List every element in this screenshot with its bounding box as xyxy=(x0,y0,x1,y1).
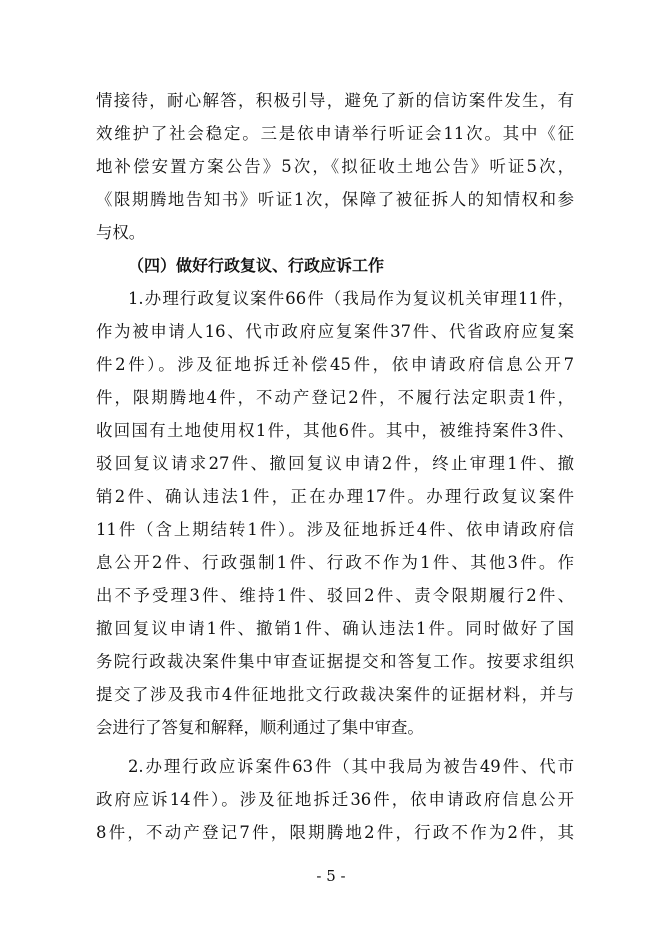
page-number: - 5 - xyxy=(316,867,346,885)
paragraph-2-line-6: 驳回复议请求27件、撤回复议申请2件，终止审理1件、撤 xyxy=(96,454,574,473)
paragraph-2-line-8: 11件（含上期结转1件）。涉及征地拆迁4件、依申请政府信 xyxy=(96,520,574,539)
paragraph-2-line-12: 务院行政裁决案件集中审查证据提交和答复工作。按要求组织 xyxy=(96,652,574,671)
paragraph-1-line-2: 效维护了社会稳定。三是依申请举行听证会11次。其中《征 xyxy=(96,124,574,143)
paragraph-2-line-5: 收回国有土地使用权1件，其他6件。其中，被维持案件3件、 xyxy=(96,421,574,440)
paragraph-3-line-1: 2.办理行政应诉案件63件（其中我局为被告49件、代市 xyxy=(128,757,574,776)
paragraph-2-line-9: 息公开2件、行政强制1件、行政不作为1件、其他3件。作 xyxy=(96,553,574,572)
paragraph-1-line-1: 情接待，耐心解答，积极引导，避免了新的信访案件发生，有 xyxy=(96,91,574,110)
paragraph-1-line-4: 《限期腾地告知书》听证1次，保障了被征拆人的知情权和参 xyxy=(96,190,574,209)
paragraph-2-line-13: 提交了涉及我市4件征地批文行政裁决案件的证据材料，并与 xyxy=(96,685,574,704)
paragraph-2-line-14: 会进行了答复和解释，顺利通过了集中审查。 xyxy=(96,718,424,737)
paragraph-3-line-2: 政府应诉14件）。涉及征地拆迁36件，依申请政府信息公开 xyxy=(96,790,574,809)
section-heading: （四）做好行政复议、行政应诉工作 xyxy=(128,256,385,275)
paragraph-2-line-3: 件2件）。涉及征地拆迁补偿45件，依申请政府信息公开7 xyxy=(96,355,574,374)
paragraph-2-line-4: 件，限期腾地4件，不动产登记2件，不履行法定职责1件， xyxy=(96,388,574,407)
paragraph-2-line-7: 销2件、确认违法1件，正在办理17件。办理行政复议案件 xyxy=(96,487,574,506)
paragraph-2-line-2: 作为被申请人16、代市政府应复案件37件、代省政府应复案 xyxy=(96,322,574,341)
paragraph-1-line-3: 地补偿安置方案公告》5次，《拟征收土地公告》听证5次， xyxy=(96,157,574,176)
paragraph-3-line-3: 8件，不动产登记7件，限期腾地2件，行政不作为2件，其 xyxy=(96,823,574,842)
paragraph-1-line-5: 与权。 xyxy=(96,223,146,242)
paragraph-2-line-11: 撤回复议申请1件、撤销1件、确认违法1件。同时做好了国 xyxy=(96,619,574,638)
paragraph-2-line-1: 1.办理行政复议案件66件（我局作为复议机关审理11件， xyxy=(128,289,574,308)
paragraph-2-line-10: 出不予受理3件、维持1件、驳回2件、责令限期履行2件、 xyxy=(96,586,574,605)
